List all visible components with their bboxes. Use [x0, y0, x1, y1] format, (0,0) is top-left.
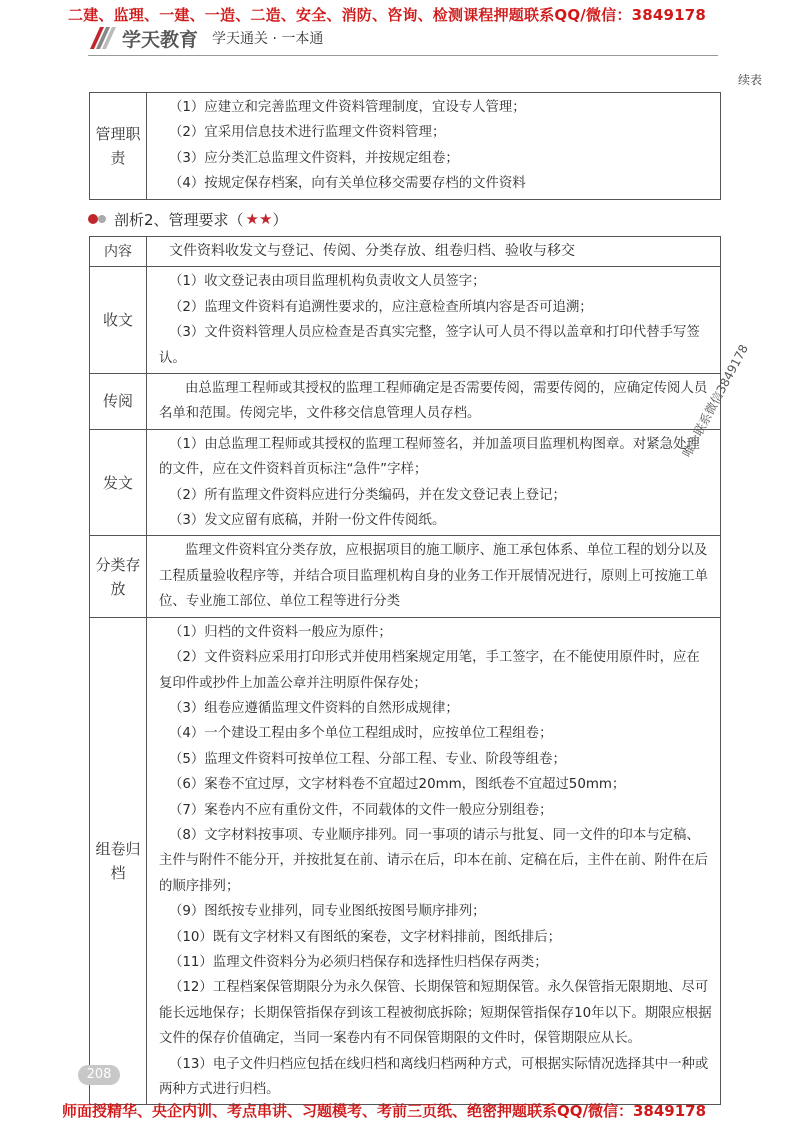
page-number: 208 — [78, 1065, 120, 1085]
receive-item: （2）监理文件资料有追溯性要求的，应注意检查所填内容是否可追溯； — [169, 299, 593, 315]
duty-item: （1）应建立和完善监理文件资料管理制度，宜设专人管理； — [169, 100, 526, 115]
archive-item: （12）工程档案保管期限分为永久保管、长期保管和短期保管。永久保管指无限期地、尽可能长远地保存；长期保管指保存到该工程被彻底拆除；短期保管指保存10年以下。期限应根据文件的保存价值确定，当同一案卷内有不同保管期限的文件时，保管期限应从长。 — [159, 980, 712, 1047]
archive-item: （4）一个建设工程由多个单位工程组成时，应按单位工程组卷； — [169, 726, 553, 742]
table-header-row — [90, 237, 721, 267]
dispatch-item: （1）由总监理工程师或其授权的监理工程师签名，并加盖项目监理机构图章。对紧急处理的文件，应在文件资料首页标注“急件”字样； — [159, 436, 700, 478]
rating-stars: ★★ — [245, 210, 273, 228]
archive-item: （7）案卷内不应有重份文件，不同载体的文件一般应分别组卷； — [169, 802, 553, 818]
brand-name: 学天教育 — [122, 28, 199, 51]
section-heading — [88, 208, 287, 230]
dispatch-item: （2）所有监理文件资料应进行分类编码，并在发文登记表上登记； — [169, 487, 566, 503]
archive-item: （8）文字材料按事项、专业顺序排列。同一事项的请示与批复、同一文件的印本与定稿、主件与附件不能分开，并按批复在前、请示在后，印本在前、定稿在后，主件在前、附件在后的顺序排列； — [159, 827, 709, 894]
archive-item: （6）案卷不宜过厚，文字材料卷不宜超过20mm，图纸卷不宜超过50mm； — [169, 777, 626, 793]
promo-banner-bottom: 师面授精华、央企内训、考点串讲、习题模考、考前三页纸、绝密押题联系QQ/微信：3849178 — [62, 1102, 707, 1120]
header-rule — [88, 55, 718, 56]
table-row — [90, 617, 721, 1105]
row-label-duties: 管理职责 — [90, 93, 147, 200]
row-label-receive: 收文 — [90, 267, 147, 374]
receive-item: （3）文件资料管理人员应检查是否真实完整，签字认可人员不得以盖章和打印代替手写签认。 — [159, 325, 700, 366]
row-label-circulate: 传阅 — [90, 374, 147, 430]
table-row — [90, 267, 721, 374]
continued-label: 续表 — [737, 73, 762, 87]
promo-banner-top: 二建、监理、一建、一造、二造、安全、消防、咨询、检测课程押题联系QQ/微信：3849178 — [68, 6, 707, 24]
receive-content — [147, 267, 721, 374]
table-row — [90, 374, 721, 430]
header-label: 内容 — [90, 237, 147, 267]
classify-content — [147, 536, 721, 617]
brand-row — [90, 24, 323, 52]
duty-item: （4）按规定保存档案，向有关单位移交需要存档的文件资料 — [169, 176, 526, 192]
table-row — [90, 429, 721, 536]
archive-item: （2）文件资料应采用打印形式并使用档案规定用笔，手工签字，在不能使用原件时，应在复印件或抄件上加盖公章并注明原件保存处； — [159, 650, 700, 691]
row-label-classify: 分类存放 — [90, 536, 147, 617]
row-label-archive: 组卷归档 — [90, 617, 147, 1105]
section-title: 剖析2、管理要求（ — [114, 210, 244, 229]
archive-item: （11）监理文件资料分为必须归档保存和选择性归档保存两类； — [169, 954, 548, 970]
archive-item: （13）电子文件归档应包括在线归档和离线归档两种方式，可根据实际情况选择其中一种或两种方式进行归档。 — [159, 1056, 709, 1097]
table-row — [90, 536, 721, 617]
duty-item: （2）宜采用信息技术进行监理文件资料管理； — [169, 125, 446, 141]
dispatch-content — [147, 429, 721, 536]
classify-text: 监理文件资料宜分类存放，应根据项目的施工顺序、施工承包体系、单位工程的划分以及工程质量验收程序等，并结合项目监理机构自身的业务工作开展情况进行，原则上可按施工单位、专业施工部位、单位工程等进行分类 — [159, 543, 709, 610]
archive-item: （1）归档的文件资料一般应为原件； — [169, 624, 392, 640]
row-label-dispatch: 发文 — [90, 429, 147, 536]
receive-item: （1）收文登记表由项目监理机构负责收文人员签字； — [169, 274, 486, 290]
logo-icon — [90, 27, 116, 49]
section-title-close: ） — [272, 210, 288, 229]
circulate-text: 由总监理工程师或其授权的监理工程师确定是否需要传阅，需要传阅的，应确定传阅人员名单和范围。传阅完毕，文件移交信息管理人员存档。 — [159, 381, 708, 422]
archive-item: （3）组卷应遵循监理文件资料的自然形成规律； — [169, 700, 459, 716]
archive-item: （5）监理文件资料可按单位工程、分部工程、专业、阶段等组卷； — [169, 751, 566, 767]
management-duties-table — [89, 92, 721, 200]
book-subtitle: 学天通关 · 一本通 — [212, 31, 324, 47]
circulate-content — [147, 374, 721, 430]
archive-content — [147, 617, 721, 1105]
watermark: 唯一联系微信3849178 — [679, 342, 752, 460]
duty-item: （3）应分类汇总监理文件资料，并按规定组卷； — [169, 150, 459, 166]
management-requirements-table — [89, 236, 721, 1105]
archive-item: （10）既有文字材料又有图纸的案卷，文字材料排前，图纸排后； — [169, 929, 561, 945]
dispatch-item: （3）发文应留有底稿，并附一份文件传阅纸。 — [169, 513, 446, 529]
bullet-circles-icon — [88, 212, 108, 226]
archive-item: （9）图纸按专业排列，同专业图纸按图号顺序排列； — [169, 904, 486, 920]
duties-content — [147, 93, 721, 200]
header-content: 文件资料收发文与登记、传阅、分类存放、组卷归档、验收与移交 — [147, 237, 721, 267]
